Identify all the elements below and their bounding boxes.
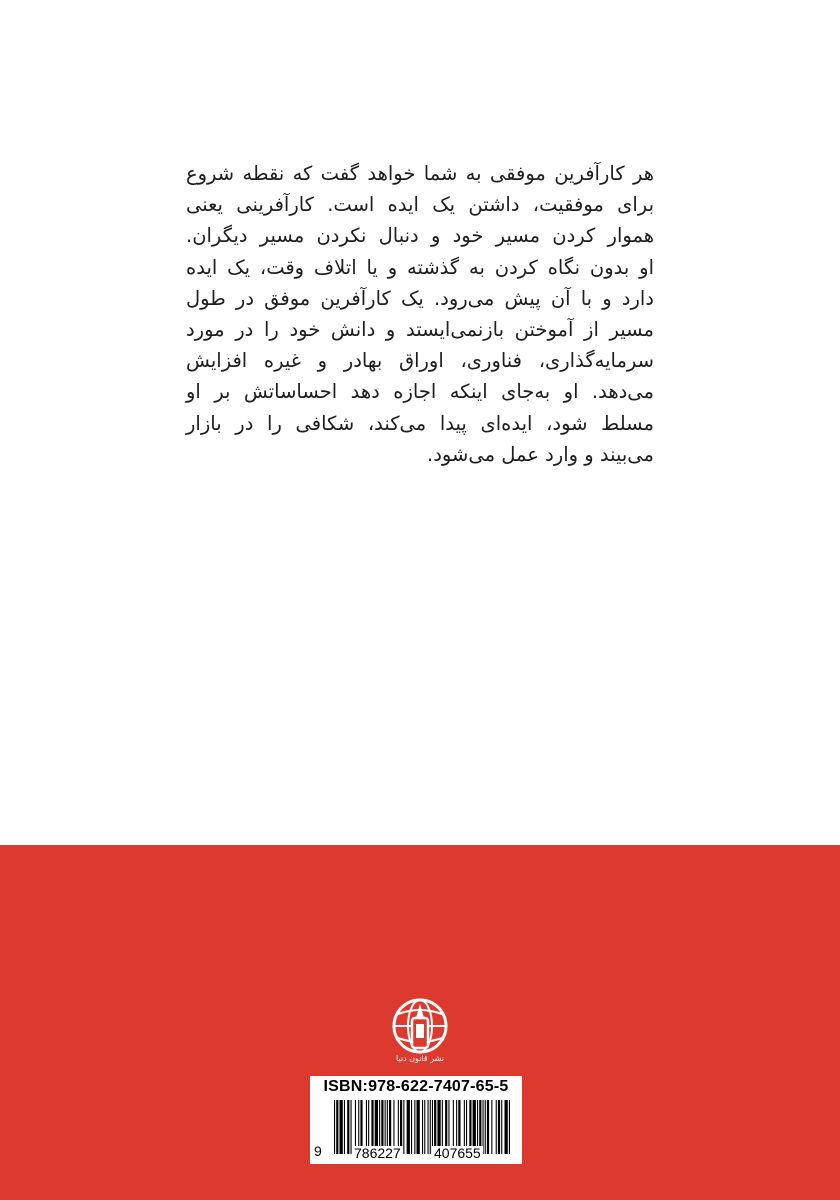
blurb-line: برای موفقیت، داشتن یک ایده است. کارآفرینی یعنی — [186, 193, 654, 217]
blurb-line: هموار کردن مسیر خود و دنبال نکردن مسیر دیگران. — [186, 224, 654, 248]
ean-digit-first: 9 — [314, 1143, 322, 1159]
isbn-barcode-box — [310, 1076, 522, 1164]
publisher-name: نشر قانون دنیا — [396, 1054, 444, 1063]
blurb-line: او بدون نگاه کردن به گذشته و یا اتلاف وقت، یک ایده — [186, 255, 654, 279]
blurb-line: می‌بیند و وارد عمل می‌شود. — [427, 442, 654, 466]
ean-digits-left: 786227 — [354, 1145, 401, 1161]
blurb-line: هر کارآفرین موفقی به شما خواهد گفت که نقطه شروع — [186, 162, 654, 185]
blurb-line: مسلط شود، ایده‌ای پیدا می‌کند، شکافی را در بازار — [186, 411, 654, 435]
blurb-line: می‌دهد. او به‌جای اینکه اجازه دهد احساساتش بر او — [186, 380, 654, 404]
blurb-line: سرمایه‌گذاری، فناوری، اوراق بهادر و غیره افزایش — [186, 349, 654, 373]
blurb-line: دارد و با آن پیش می‌رود. یک کارآفرین موفق در طول — [186, 286, 654, 310]
blurb-line: مسیر از آموختن بازنمی‌ایستد و دانش خود را در مورد — [186, 318, 654, 342]
back-cover-blurb — [186, 158, 654, 470]
isbn-label: ISBN:978-622-7407-65-5 — [323, 1078, 509, 1095]
ean-digits-right: 407655 — [434, 1145, 481, 1161]
